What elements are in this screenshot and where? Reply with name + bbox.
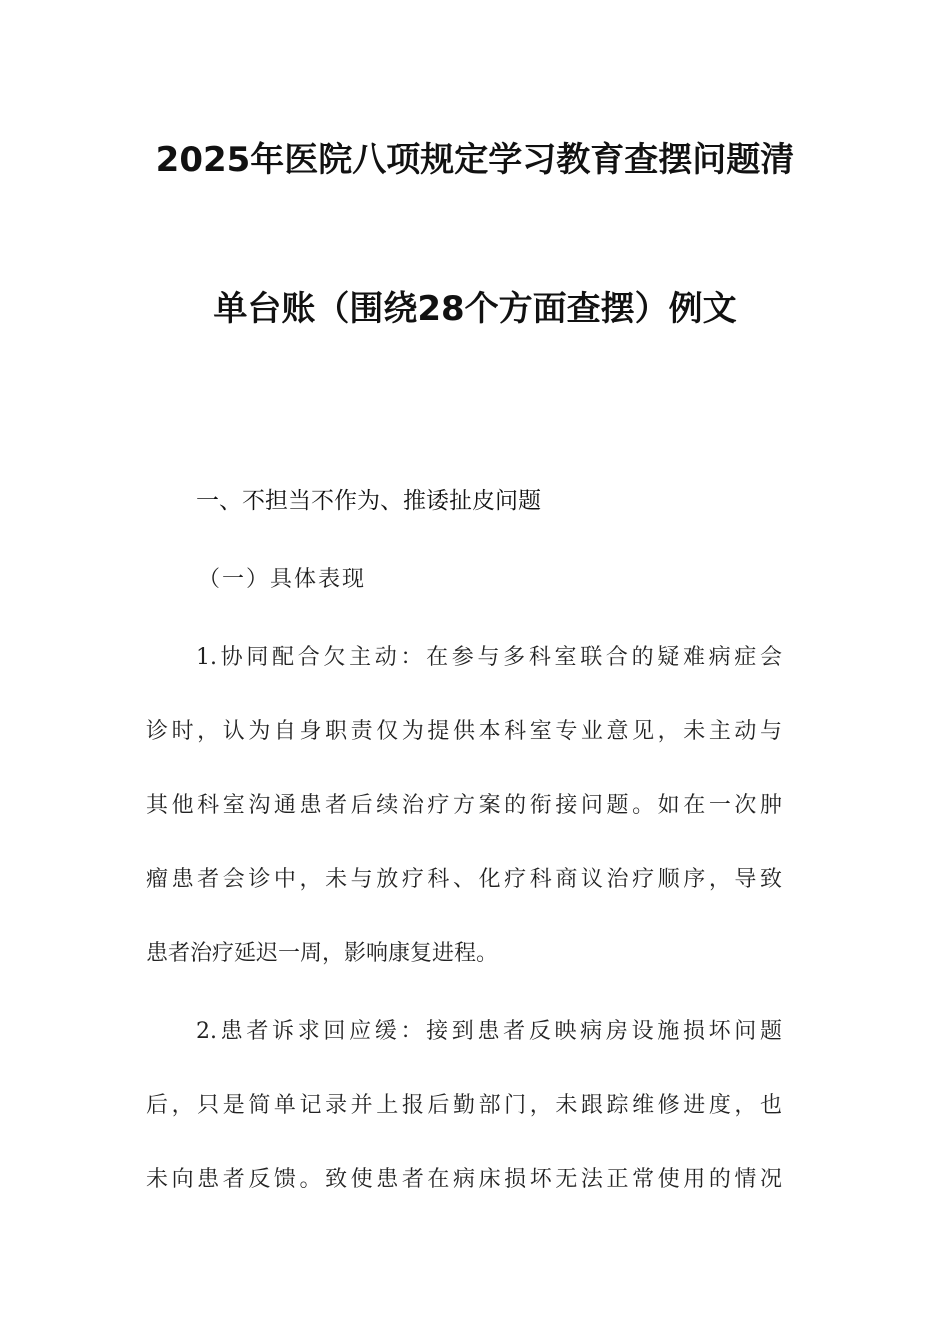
- paragraph-line: 后，只是简单记录并上报后勤部门，未跟踪维修进度，也: [146, 1093, 782, 1118]
- paragraph-line: 患者治疗延迟一周，影响康复进程。: [146, 941, 499, 966]
- paragraph-line: 未向患者反馈。致使患者在病床损坏无法正常使用的情况: [146, 1167, 782, 1192]
- document-title-line-2: 单台账（围绕28个方面查摆）例文: [213, 289, 737, 329]
- paragraph-line: 诊时，认为自身职责仅为提供本科室专业意见，未主动与: [146, 719, 782, 744]
- paragraph-line: 其他科室沟通患者后续治疗方案的衔接问题。如在一次肿: [146, 793, 782, 818]
- paragraph-line: 瘤患者会诊中，未与放疗科、化疗科商议治疗顺序，导致: [146, 867, 782, 892]
- subsection-heading: （一）具体表现: [198, 567, 367, 592]
- paragraph-line: 1.协同配合欠主动：在参与多科室联合的疑难病症会: [196, 645, 782, 670]
- section-heading: 一、不担当不作为、推诿扯皮问题: [196, 488, 541, 514]
- paragraph-line: 2.患者诉求回应缓：接到患者反映病房设施损坏问题: [196, 1019, 782, 1044]
- document-title-line-1: 2025年医院八项规定学习教育查摆问题清: [155, 140, 795, 180]
